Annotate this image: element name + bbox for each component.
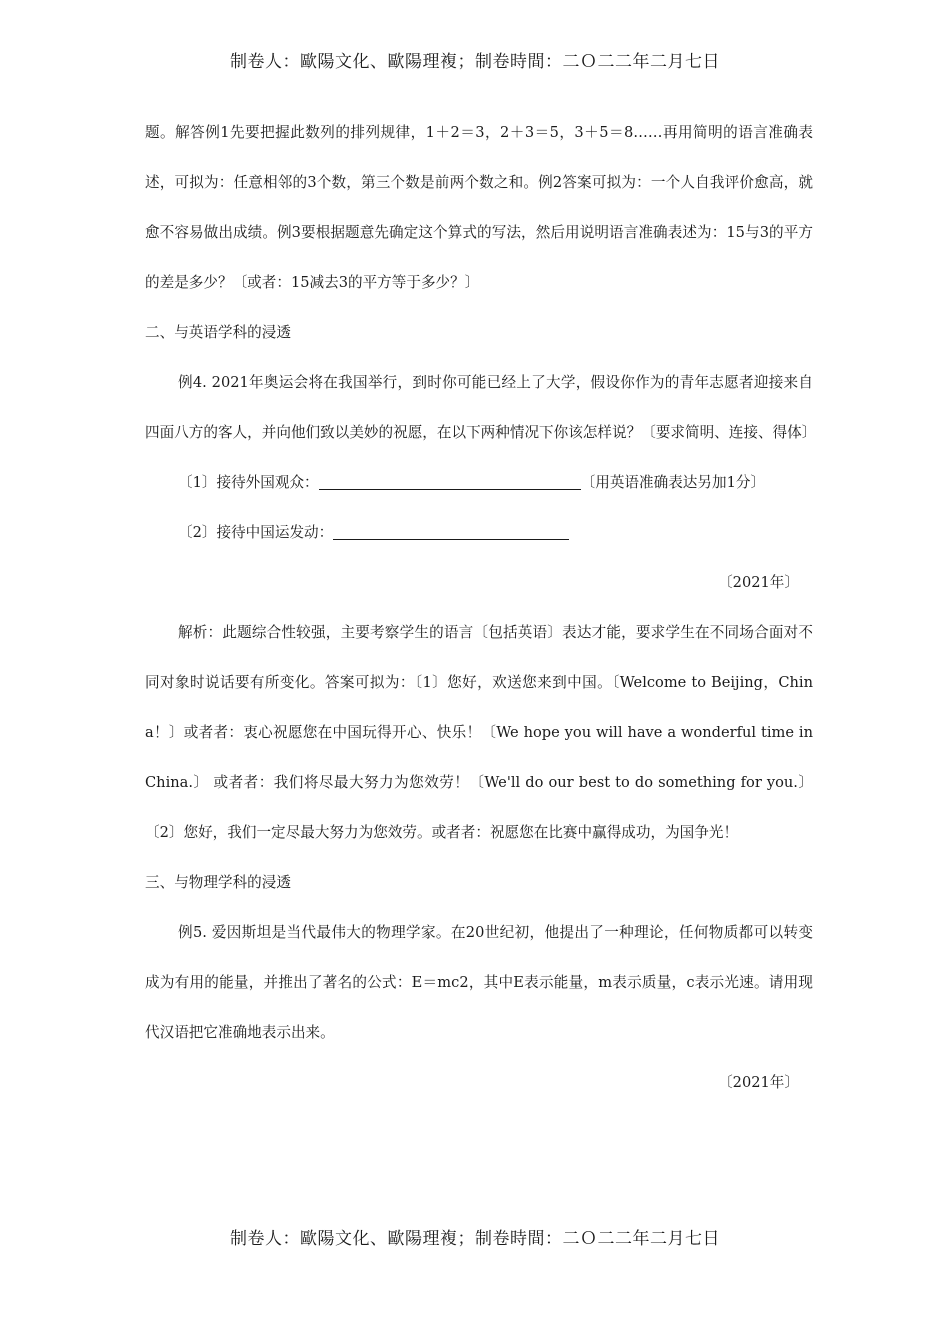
example-4-item-2 xyxy=(145,508,813,558)
section-heading-physics: 三、与物理学科的浸透 xyxy=(145,874,291,891)
example-4-question: 例4. 2021年奥运会将在我国举行，到时你可能已经上了大学，假设你作为的青年志愿者迎接来自四面八方的客人，并向他们致以美妙的祝愿，在以下两种情况下你该怎样说？〔要求简明、连接、得体〕 xyxy=(145,374,817,441)
page-footer: 制卷人：歐陽文化、歐陽理複；制卷時間：二Ｏ二二年二月七日 xyxy=(230,1229,720,1249)
example-4-item-1 xyxy=(145,458,813,508)
year-source-2: 〔2021年〕 xyxy=(718,1074,799,1091)
item-2-label: 〔2〕接待中国运发动： xyxy=(178,524,334,541)
answer-blank-1 xyxy=(319,473,581,490)
example-5-question: 例5. 爱因斯坦是当代最伟大的物理学家。在20世纪初，他提出了一种理论，任何物质都可以转变成为有用的能量，并推出了著名的公式：E＝mc2，其中E表示能量，m表示质量，c表示光速。请用现代汉语把它准确地表示出来。 xyxy=(145,924,813,1041)
item-1-note: 〔用英语准确表达另加1分〕 xyxy=(580,474,766,491)
analysis-paragraph: 解析：此题综合性较强，主要考察学生的语言〔包括英语〕表达才能，要求学生在不同场合面对不同对象时说话要有所变化。答案可拟为：〔1〕您好，欢送您来到中国。〔Welcome to Beijing，China！〕或者者：衷心祝愿您在中国玩得开心、快乐！〔We hope you will have a wonderful time in China.〕 或者者：我们将尽最大努力为您效劳！〔We'll do our best to do something for you.〕〔2〕您好，我们一定尽最大努力为您效劳。或者者：祝愿您在比赛中赢得成功，为国争光！ xyxy=(145,624,813,841)
year-source-1: 〔2021年〕 xyxy=(718,574,799,591)
page-header: 制卷人：歐陽文化、歐陽理複；制卷時間：二Ｏ二二年二月七日 xyxy=(230,52,720,72)
answer-blank-2 xyxy=(333,523,569,540)
item-1-label: 〔1〕接待外国观众： xyxy=(178,474,319,491)
document-body xyxy=(145,108,817,1108)
answer-explanation-paragraph: 题。解答例1先要把握此数列的排列规律，1＋2＝3，2＋3＝5，3＋5＝8……再用简明的语言准确表述，可拟为：任意相邻的3个数，第三个数是前两个数之和。例2答案可拟为：一个人自我评价愈高，就愈不容易做出成绩。例3要根据题意先确定这个算式的写法，然后用说明语言准确表述为：15与3的平方的差是多少？〔或者：15减去3的平方等于多少？〕 xyxy=(145,124,813,291)
section-heading-english: 二、与英语学科的浸透 xyxy=(145,324,291,341)
